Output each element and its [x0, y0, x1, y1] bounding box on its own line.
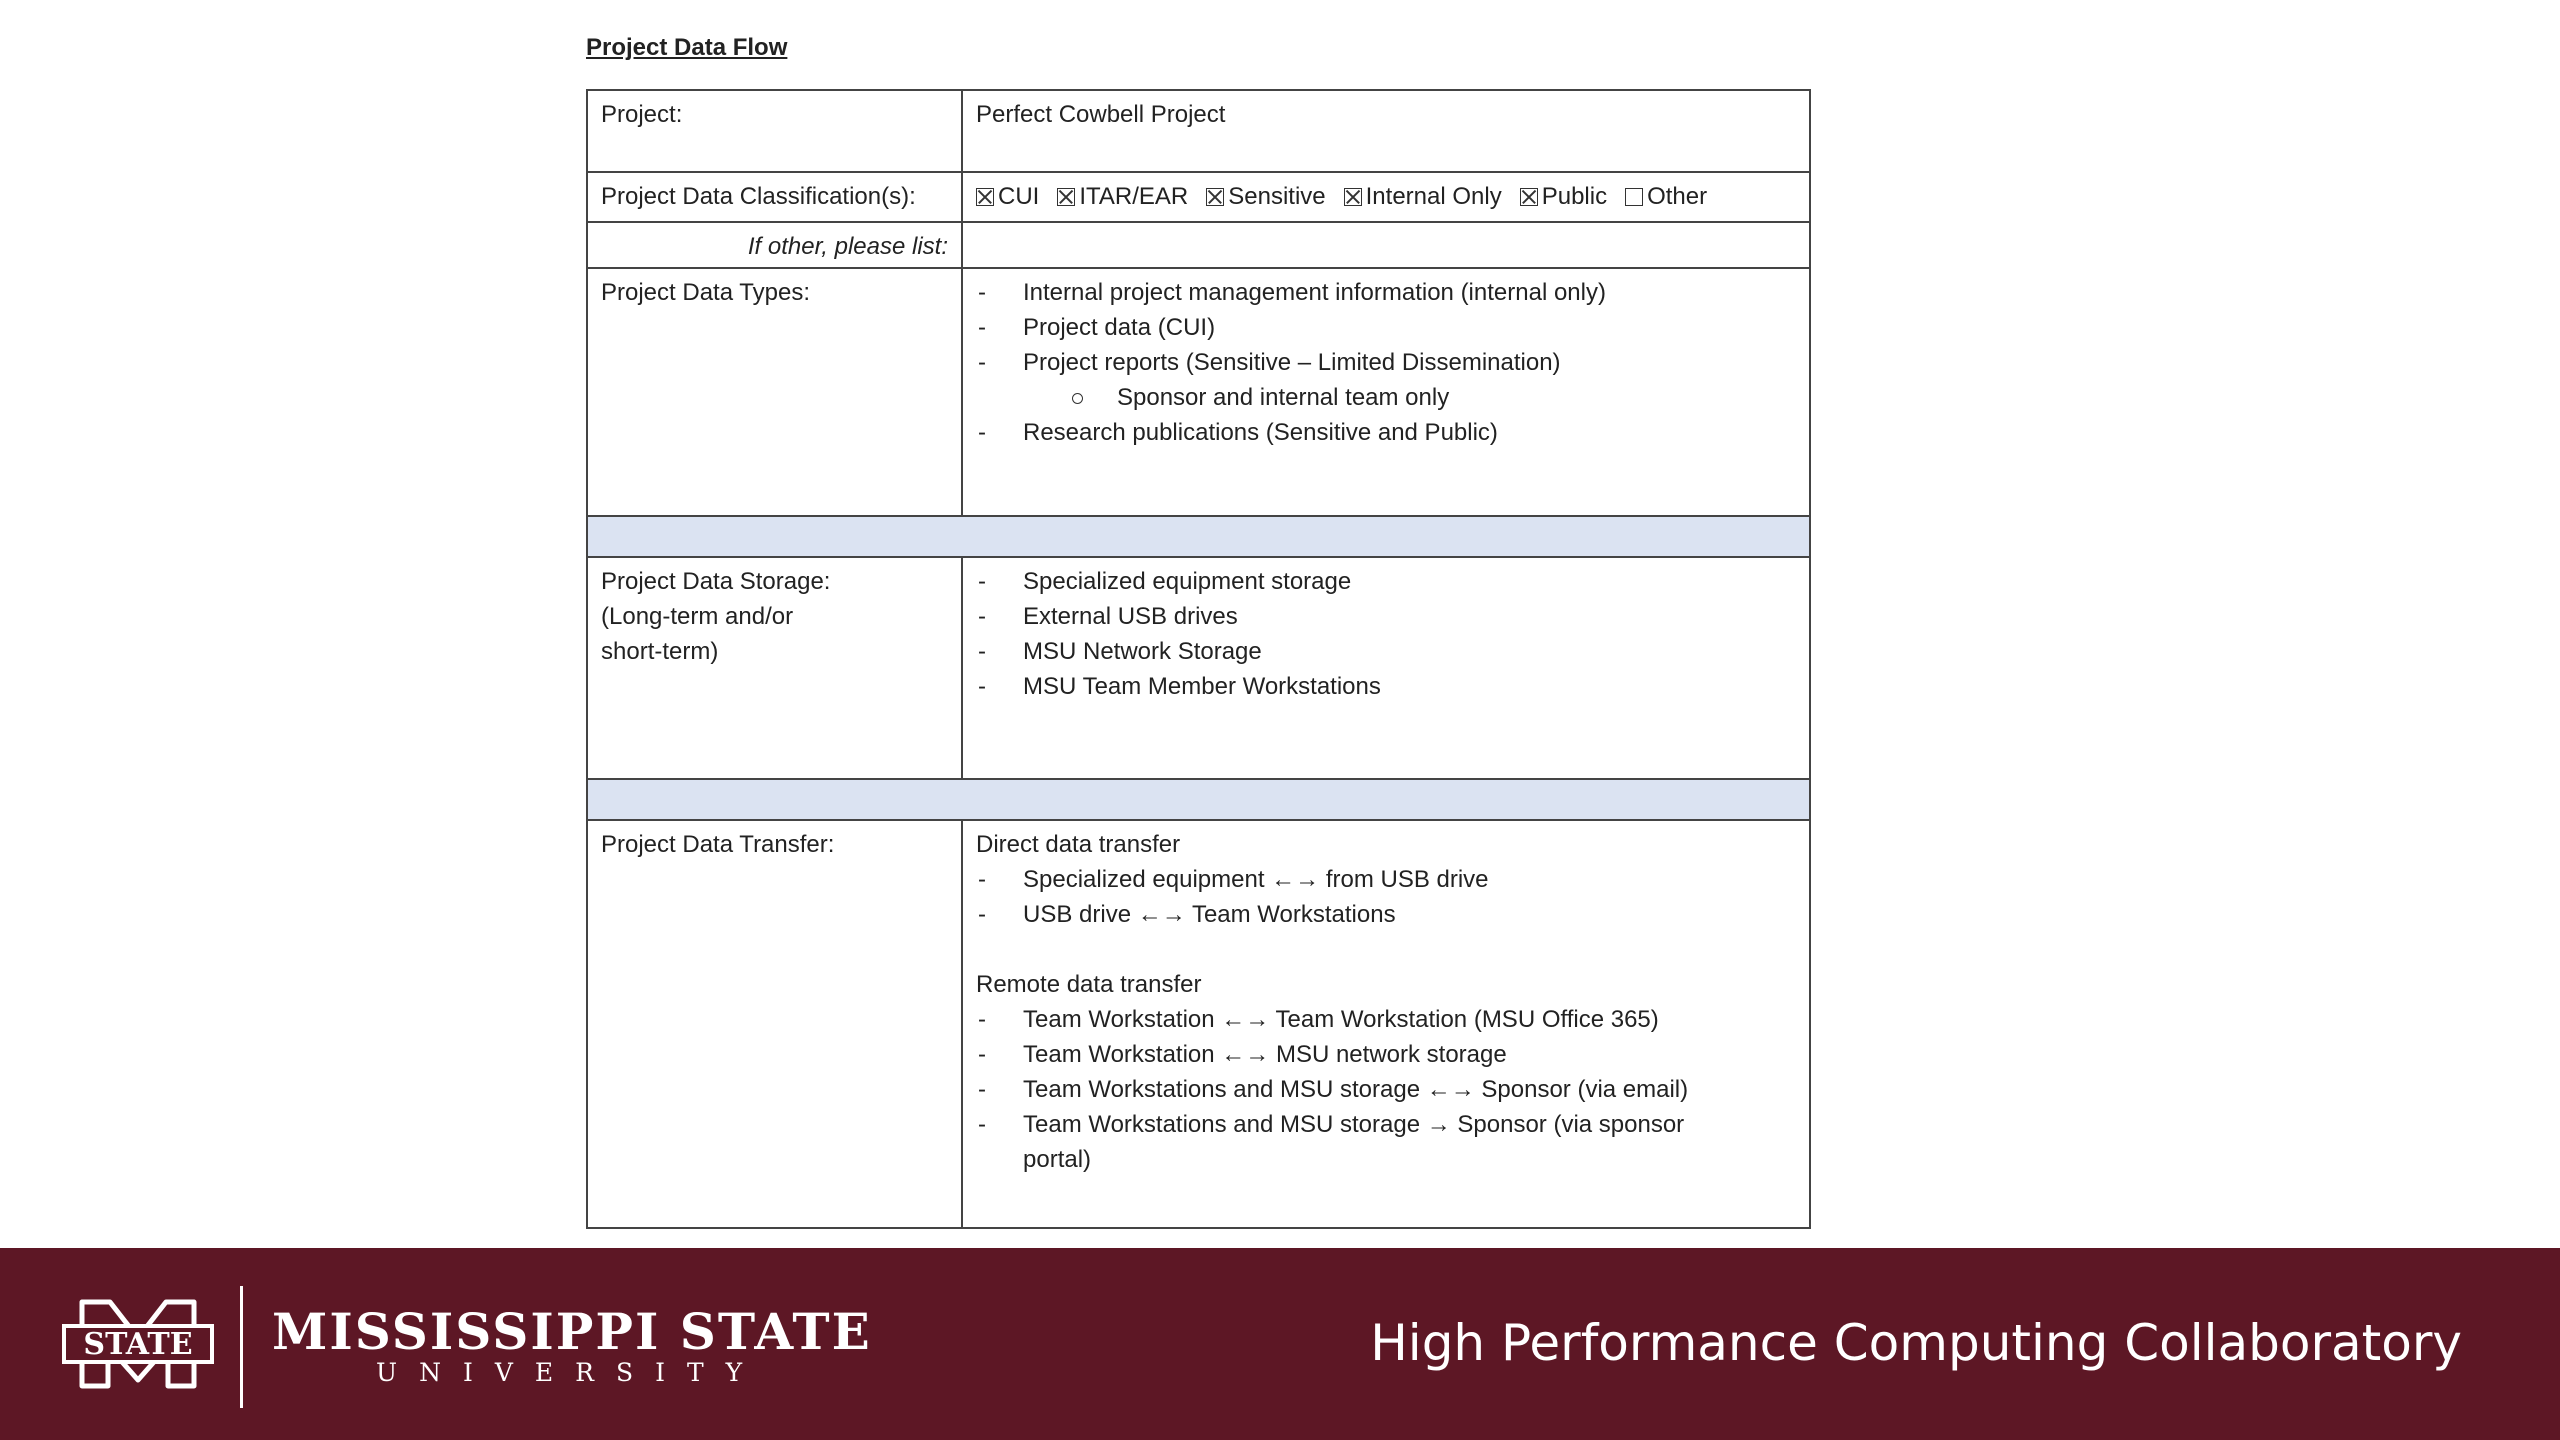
list-item: - Project data (CUI) — [976, 310, 1796, 345]
checkbox-sensitive[interactable] — [1206, 179, 1325, 214]
section-divider — [587, 779, 1810, 820]
sub-list-item: Sponsor and internal team only — [976, 380, 1796, 415]
label-line: Project Data Storage: — [601, 568, 831, 595]
remote-transfer-heading: Remote data transfer — [976, 971, 1202, 998]
checkbox-checked-icon — [1344, 188, 1362, 206]
project-row — [587, 90, 1810, 172]
checkbox-unchecked-icon — [1625, 188, 1643, 206]
list-item: - Team Workstations and MSU storage ←→ Sponsor (via email) — [976, 1072, 1756, 1107]
checkbox-checked-icon — [1520, 188, 1538, 206]
checkbox-checked-icon — [976, 188, 994, 206]
other-row — [587, 222, 1810, 268]
list-item: - MSU Network Storage — [976, 634, 1796, 669]
list-item: - Specialized equipment ←→ from USB drive — [976, 862, 1796, 897]
direct-transfer-heading: Direct data transfer — [976, 831, 1181, 858]
spacer — [976, 932, 1796, 967]
list-item: - Project reports (Sensitive – Limited Dissemination) — [976, 345, 1796, 380]
checkbox-public[interactable] — [1520, 179, 1607, 214]
checkbox-itar-ear[interactable] — [1057, 179, 1188, 214]
checkbox-cui[interactable] — [976, 179, 1039, 214]
checkbox-label: Internal Only — [1365, 183, 1502, 210]
classification-label: Project Data Classification(s): — [587, 172, 962, 222]
data-transfer-content — [962, 820, 1810, 1228]
checkbox-checked-icon — [1057, 188, 1075, 206]
data-storage-label — [587, 557, 962, 779]
document-title: Project Data Flow — [586, 34, 788, 61]
data-transfer-label: Project Data Transfer: — [587, 820, 962, 1228]
logo-text: STATE — [83, 1327, 193, 1362]
checkbox-label: CUI — [998, 183, 1040, 210]
msu-m-state-logo-icon — [62, 1294, 214, 1394]
divider-cell — [587, 779, 1810, 820]
university-subtitle: UNIVERSITY — [376, 1358, 765, 1387]
other-value[interactable] — [962, 222, 1810, 268]
data-transfer-row — [587, 820, 1810, 1228]
label-line: (Long-term and/or — [601, 603, 794, 630]
data-types-label: Project Data Types: — [587, 268, 962, 516]
list-item: - Team Workstation ←→ MSU network storage — [976, 1037, 1756, 1072]
divider-cell — [587, 516, 1810, 557]
project-value: Perfect Cowbell Project — [962, 90, 1810, 172]
logo-divider — [240, 1286, 243, 1408]
data-storage-list — [962, 557, 1810, 779]
footer-bar — [0, 1248, 2560, 1440]
checkbox-checked-icon — [1206, 188, 1224, 206]
project-label: Project: — [587, 90, 962, 172]
data-types-list — [962, 268, 1810, 516]
classification-options — [962, 172, 1810, 222]
classification-row — [587, 172, 1810, 222]
checkbox-other[interactable] — [1625, 179, 1707, 214]
university-name: MISSISSIPPI STATE — [272, 1302, 872, 1361]
list-item: - USB drive ←→ Team Workstations — [976, 897, 1796, 932]
list-item: - Research publications (Sensitive and Public) — [976, 415, 1796, 450]
list-item: - External USB drives — [976, 599, 1796, 634]
project-data-flow-table — [586, 89, 1811, 1229]
data-types-row — [587, 268, 1810, 516]
list-item: - Team Workstation ←→ Team Workstation (MSU Office 365) — [976, 1002, 1756, 1037]
label-line: short-term) — [601, 638, 719, 665]
list-item: - Specialized equipment storage — [976, 564, 1796, 599]
checkbox-label: Other — [1647, 183, 1708, 210]
checkbox-internal-only[interactable] — [1344, 179, 1502, 214]
checkbox-label: Public — [1541, 183, 1608, 210]
data-storage-row — [587, 557, 1810, 779]
footer-tagline: High Performance Computing Collaboratory — [1370, 1314, 2462, 1372]
checkbox-label: ITAR/EAR — [1079, 183, 1189, 210]
list-item: - Internal project management information (internal only) — [976, 275, 1796, 310]
other-label: If other, please list: — [587, 222, 962, 268]
list-item: - MSU Team Member Workstations — [976, 669, 1796, 704]
section-divider — [587, 516, 1810, 557]
checkbox-label: Sensitive — [1228, 183, 1326, 210]
list-item: - Team Workstations and MSU storage → Sponsor (via sponsor portal) — [976, 1107, 1756, 1177]
